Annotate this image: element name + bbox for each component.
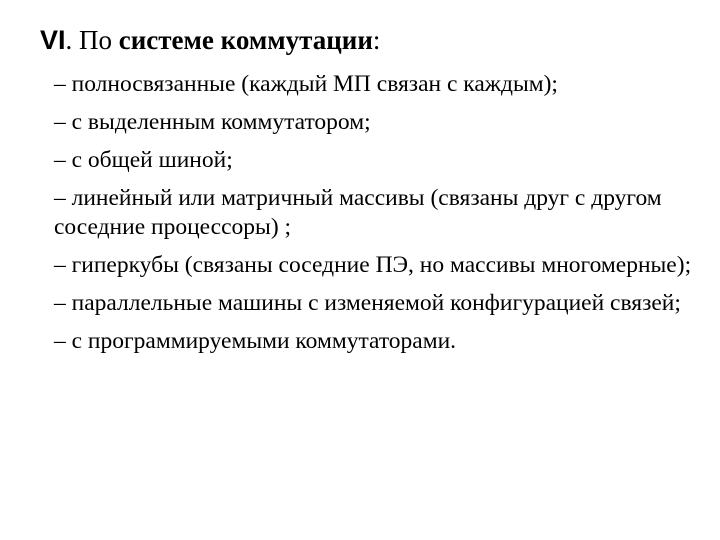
list-item: – параллельные машины с изменяемой конфигурацией связей;: [54, 290, 681, 316]
heading-bold-text: системе коммутации: [118, 25, 373, 55]
heading-colon: :: [372, 25, 381, 55]
list-item: – с общей шиной;: [54, 147, 233, 173]
classification-list: [54, 70, 694, 365]
list-item: – линейный или матричный массивы (связаны друг с другом соседние процессоры) ;: [54, 185, 662, 240]
heading-prefix: . По: [65, 25, 119, 55]
list-item: – с выделенным коммутатором;: [54, 109, 371, 135]
heading-number: VI: [40, 25, 66, 55]
slide-heading: [40, 22, 380, 58]
list-item: – гиперкубы (связаны соседние ПЭ, но массивы многомерные);: [54, 252, 692, 278]
list-item: – с программируемыми коммутаторами.: [54, 328, 457, 354]
list-item: – полносвязанные (каждый МП связан с каждым);: [54, 71, 558, 97]
